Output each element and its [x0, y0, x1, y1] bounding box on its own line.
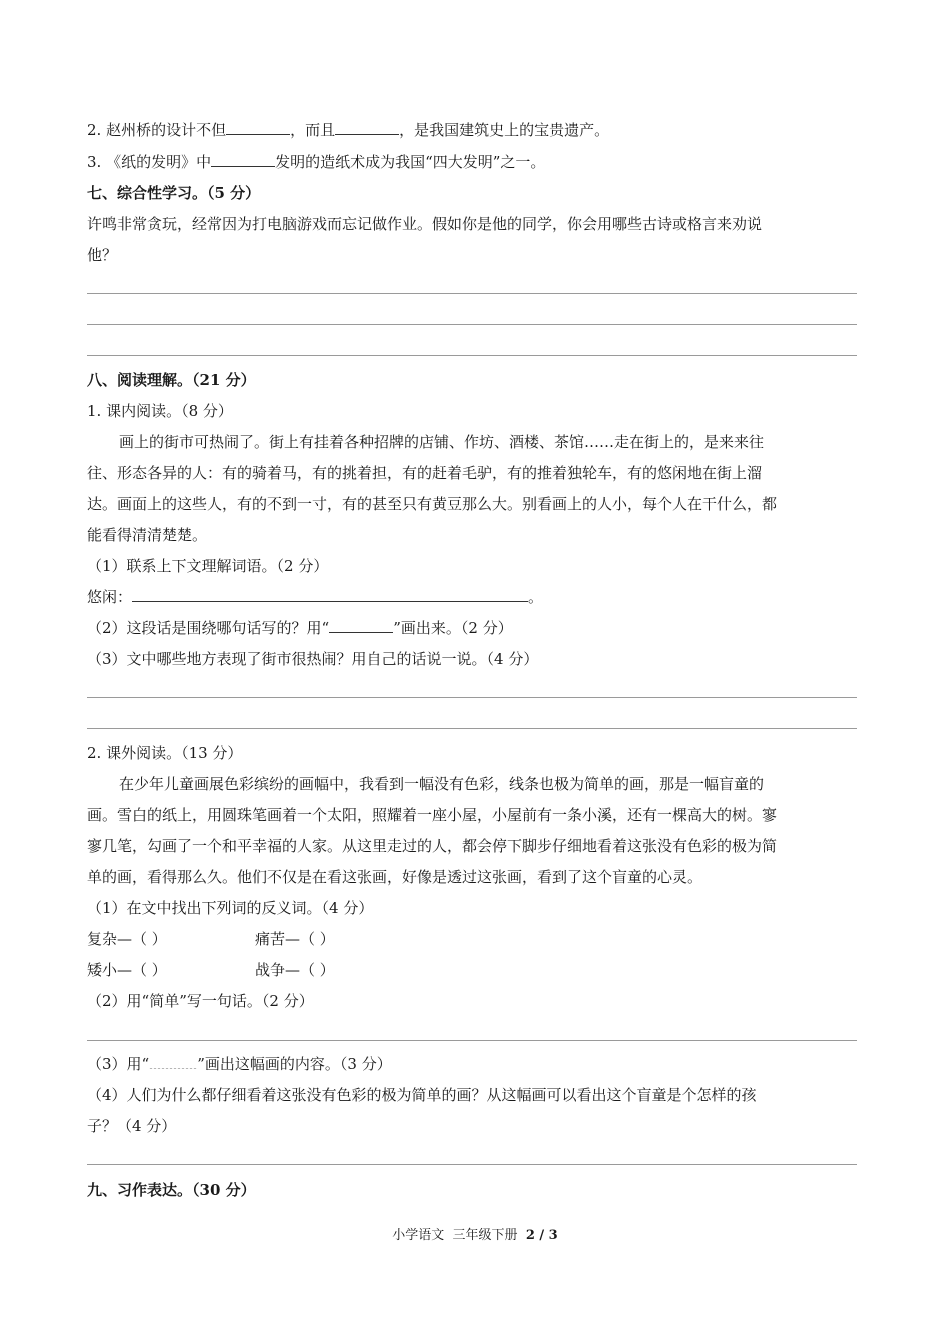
q7-prompt-line-2: 他？ — [87, 246, 118, 264]
reading-2-passage-line: 在少年儿童画展色彩缤纷的画幅中，我看到一幅没有色彩，线条也极为简单的画，那是一幅盲童的 — [119, 775, 765, 793]
reading-2-question-3 — [87, 1054, 867, 1074]
q6-item-2-text-a: 2. 赵州桥的设计不但 — [87, 121, 227, 139]
section-8-title: 八、阅读理解。（21 分） — [87, 371, 256, 389]
q7-prompt-line-1: 许鸣非常贪玩，经常因为打电脑游戏而忘记做作业。假如你是他的同学，你会用哪些古诗或格言来劝说 — [87, 215, 763, 233]
reading-2-passage-line: 画。雪白的纸上，用圆珠笔画着一个太阳，照耀着一座小屋，小屋前有一条小溪，还有一棵高大的树。寥 — [87, 806, 778, 824]
reading-1-question-1: （1）联系上下文理解词语。（2 分） — [87, 557, 329, 575]
reading-1-passage-line: 能看得清清楚楚。 — [87, 526, 208, 544]
reading-2-passage-line: 单的画，看得那么久。他们不仅是在看这张画，好像是透过这张画，看到了这个盲童的心灵。 — [87, 868, 703, 886]
answer-line[interactable] — [87, 1040, 857, 1041]
section-7-title: 七、综合性学习。（5 分） — [87, 184, 261, 202]
reading-2-question-1: （1）在文中找出下列词的反义词。（4 分） — [87, 899, 374, 917]
underline-sample — [329, 618, 393, 633]
page-number: 2 / 3 — [525, 1228, 558, 1243]
reading-1-passage-line: 达。画面上的这些人，有的不到一寸，有的甚至只有黄豆那么大。别看画上的人小，每个人在干什么，都 — [87, 495, 778, 513]
wavy-underline-sample — [149, 1055, 197, 1069]
antonym-item[interactable]: 战争—（ ） — [255, 961, 335, 979]
antonym-item[interactable]: 矮小—（ ） — [87, 961, 167, 979]
antonym-row-1 — [87, 929, 867, 949]
reading-2-question-4-line-2: 子？（4 分） — [87, 1117, 177, 1135]
reading-2-question-4-line-1: （4）人们为什么都仔细看着这张没有色彩的极为简单的画？从这幅画可以看出这个盲童是个怎样的孩 — [87, 1086, 757, 1104]
antonym-item[interactable]: 痛苦—（ ） — [255, 930, 335, 948]
answer-line[interactable] — [87, 728, 857, 729]
answer-line[interactable] — [87, 324, 857, 325]
period-mark: 。 — [528, 588, 544, 606]
page-footer — [0, 1227, 950, 1245]
answer-line[interactable] — [87, 697, 857, 698]
reading-1-passage-line: 画上的街市可热闹了。街上有挂着各种招牌的店铺、作坊、酒楼、茶馆……走在街上的，是来来往 — [119, 433, 765, 451]
question-text-a: （2）这段话是围绕哪句话写的？用“ — [87, 619, 330, 637]
answer-line[interactable] — [87, 1164, 857, 1165]
reading-1-word-line — [87, 587, 867, 607]
q6-item-2 — [87, 120, 867, 140]
answer-blank[interactable] — [132, 587, 528, 602]
reading-1-label: 1. 课内阅读。（8 分） — [87, 402, 233, 420]
answer-blank[interactable] — [335, 120, 399, 135]
answer-blank[interactable] — [211, 152, 275, 167]
antonym-item[interactable]: 复杂—（ ） — [87, 930, 167, 948]
question-text-b: ”画出来。（2 分） — [393, 619, 513, 637]
q6-item-3-text-a: 3. 《纸的发明》中 — [87, 153, 212, 171]
question-text-b: ”画出这幅画的内容。（3 分） — [197, 1055, 392, 1073]
footer-subject: 小学语文 三年级下册 — [392, 1228, 526, 1243]
section-9-title: 九、习作表达。（30 分） — [87, 1181, 256, 1199]
reading-1-question-3: （3）文中哪些地方表现了街市很热闹？用自己的话说一说。（4 分） — [87, 650, 539, 668]
reading-1-question-2 — [87, 618, 867, 638]
question-text-a: （3）用“ — [87, 1055, 150, 1073]
q6-item-2-text-c: ，是我国建筑史上的宝贵遗产。 — [399, 121, 610, 139]
antonym-row-2 — [87, 960, 867, 980]
reading-1-passage-line: 往、形态各异的人：有的骑着马，有的挑着担，有的赶着毛驴，有的推着独轮车，有的悠闲地在街上溜 — [87, 464, 763, 482]
reading-2-label: 2. 课外阅读。（13 分） — [87, 744, 243, 762]
answer-line[interactable] — [87, 355, 857, 356]
q6-item-2-text-b: ，而且 — [290, 121, 336, 139]
q6-item-3-text-b: 发明的造纸术成为我国“四大发明”之一。 — [275, 153, 546, 171]
answer-blank[interactable] — [226, 120, 290, 135]
answer-line[interactable] — [87, 293, 857, 294]
reading-2-question-2: （2）用“简单”写一句话。（2 分） — [87, 992, 314, 1010]
reading-2-passage-line: 寥几笔，勾画了一个和平幸福的人家。从这里走过的人，都会停下脚步仔细地看着这张没有色彩的极为简 — [87, 837, 778, 855]
q6-item-3 — [87, 152, 867, 172]
word-label: 悠闲： — [87, 588, 133, 606]
